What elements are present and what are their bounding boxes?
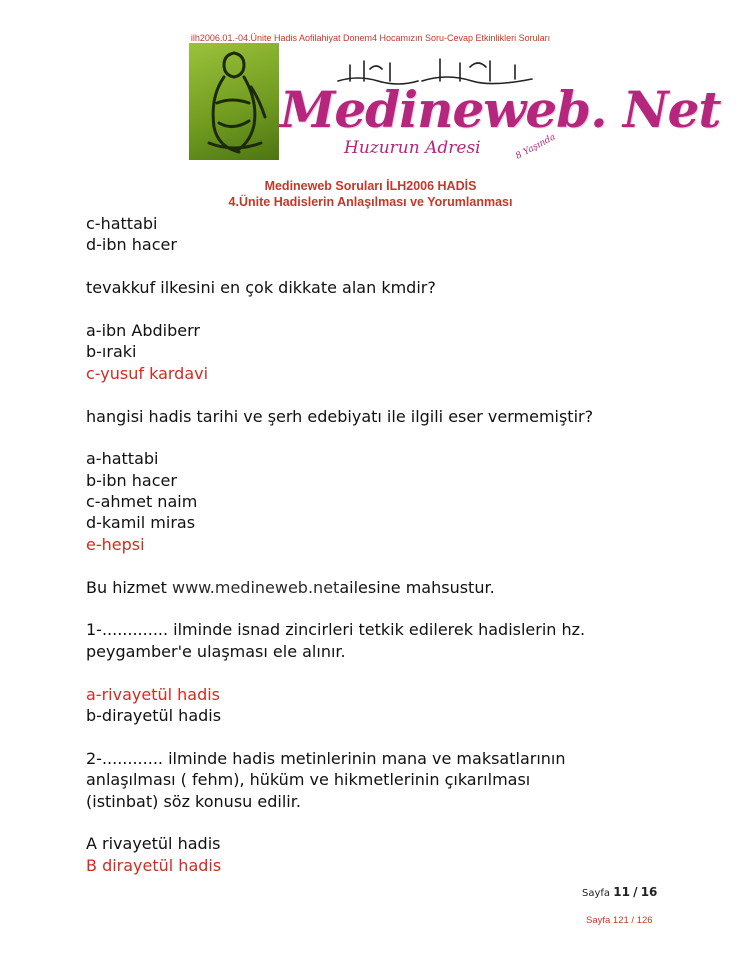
page-separator: /	[633, 885, 638, 899]
page-current: 11	[613, 885, 630, 899]
option-line: A rivayetül hadis	[86, 834, 221, 854]
service-notice	[86, 577, 686, 598]
option-line: a-ibn Abdiberr	[86, 320, 200, 340]
correct-answer: c-yusuf kardavi	[86, 363, 209, 383]
page-number	[582, 885, 657, 899]
site-logo: Medineweb. Net	[280, 80, 721, 139]
logo-anniversary: 8 Yaşında	[514, 132, 558, 162]
logo-tagline: Huzurun Adresi	[344, 138, 481, 158]
question-text: 2-............ ilminde hadis metinlerinin mana ve maksatlarının	[86, 748, 566, 768]
question-text: (istinbat) söz konusu edilir.	[86, 791, 301, 811]
option-line: b-ıraki	[86, 342, 137, 362]
option-line: c-ahmet naim	[86, 492, 198, 512]
document-title	[0, 178, 741, 210]
question-text: 1-............. ilminde isnad zincirleri tetkik edilerek hadislerin hz.	[86, 620, 586, 640]
correct-answer: a-rivayetül hadis	[86, 684, 221, 704]
page-count: 16	[640, 885, 658, 899]
question-text: tevakkuf ilkesini en çok dikkate alan kmdir?	[86, 278, 436, 298]
correct-answer: B dirayetül hadis	[86, 855, 222, 875]
page-label: Sayfa	[582, 888, 611, 899]
option-line: b-ibn hacer	[86, 470, 177, 490]
question-text: peygamber'e ulaşması ele alınır.	[86, 641, 346, 661]
option-line: a-hattabi	[86, 449, 159, 469]
question-text: anlaşılması ( fehm), hüküm ve hikmetlerinin çıkarılması	[86, 770, 531, 790]
total-page-number: Sayfa 121 / 126	[586, 915, 653, 926]
question-text: hangisi hadis tarihi ve şerh edebiyatı ile ilgili eser vermemiştir?	[86, 406, 594, 426]
option-line: d-kamil miras	[86, 513, 196, 533]
title-line-1: Medineweb Soruları İLH2006 HADİS	[264, 179, 477, 193]
option-line: d-ibn hacer	[86, 235, 177, 255]
title-line-2: 4.Ünite Hadislerin Anlaşılması ve Yorumlanması	[228, 195, 513, 209]
service-suffix: ailesine mahsustur.	[339, 577, 495, 597]
site-link[interactable]: www.medineweb.net	[171, 577, 340, 597]
option-line: c-hattabi	[86, 214, 158, 233]
document-header: ilh2006.01.-04.Ünite Hadis Aofilahiyat Donem4 Hocamızın Soru-Cevap Etkinlikleri Soruları	[190, 33, 551, 43]
praying-figure-icon	[189, 43, 279, 160]
option-line: b-dirayetül hadis	[86, 705, 222, 725]
calligraphy-image	[189, 43, 279, 160]
service-prefix: Bu hizmet	[86, 577, 172, 597]
document-body	[86, 213, 686, 876]
correct-answer: e-hepsi	[86, 534, 145, 554]
